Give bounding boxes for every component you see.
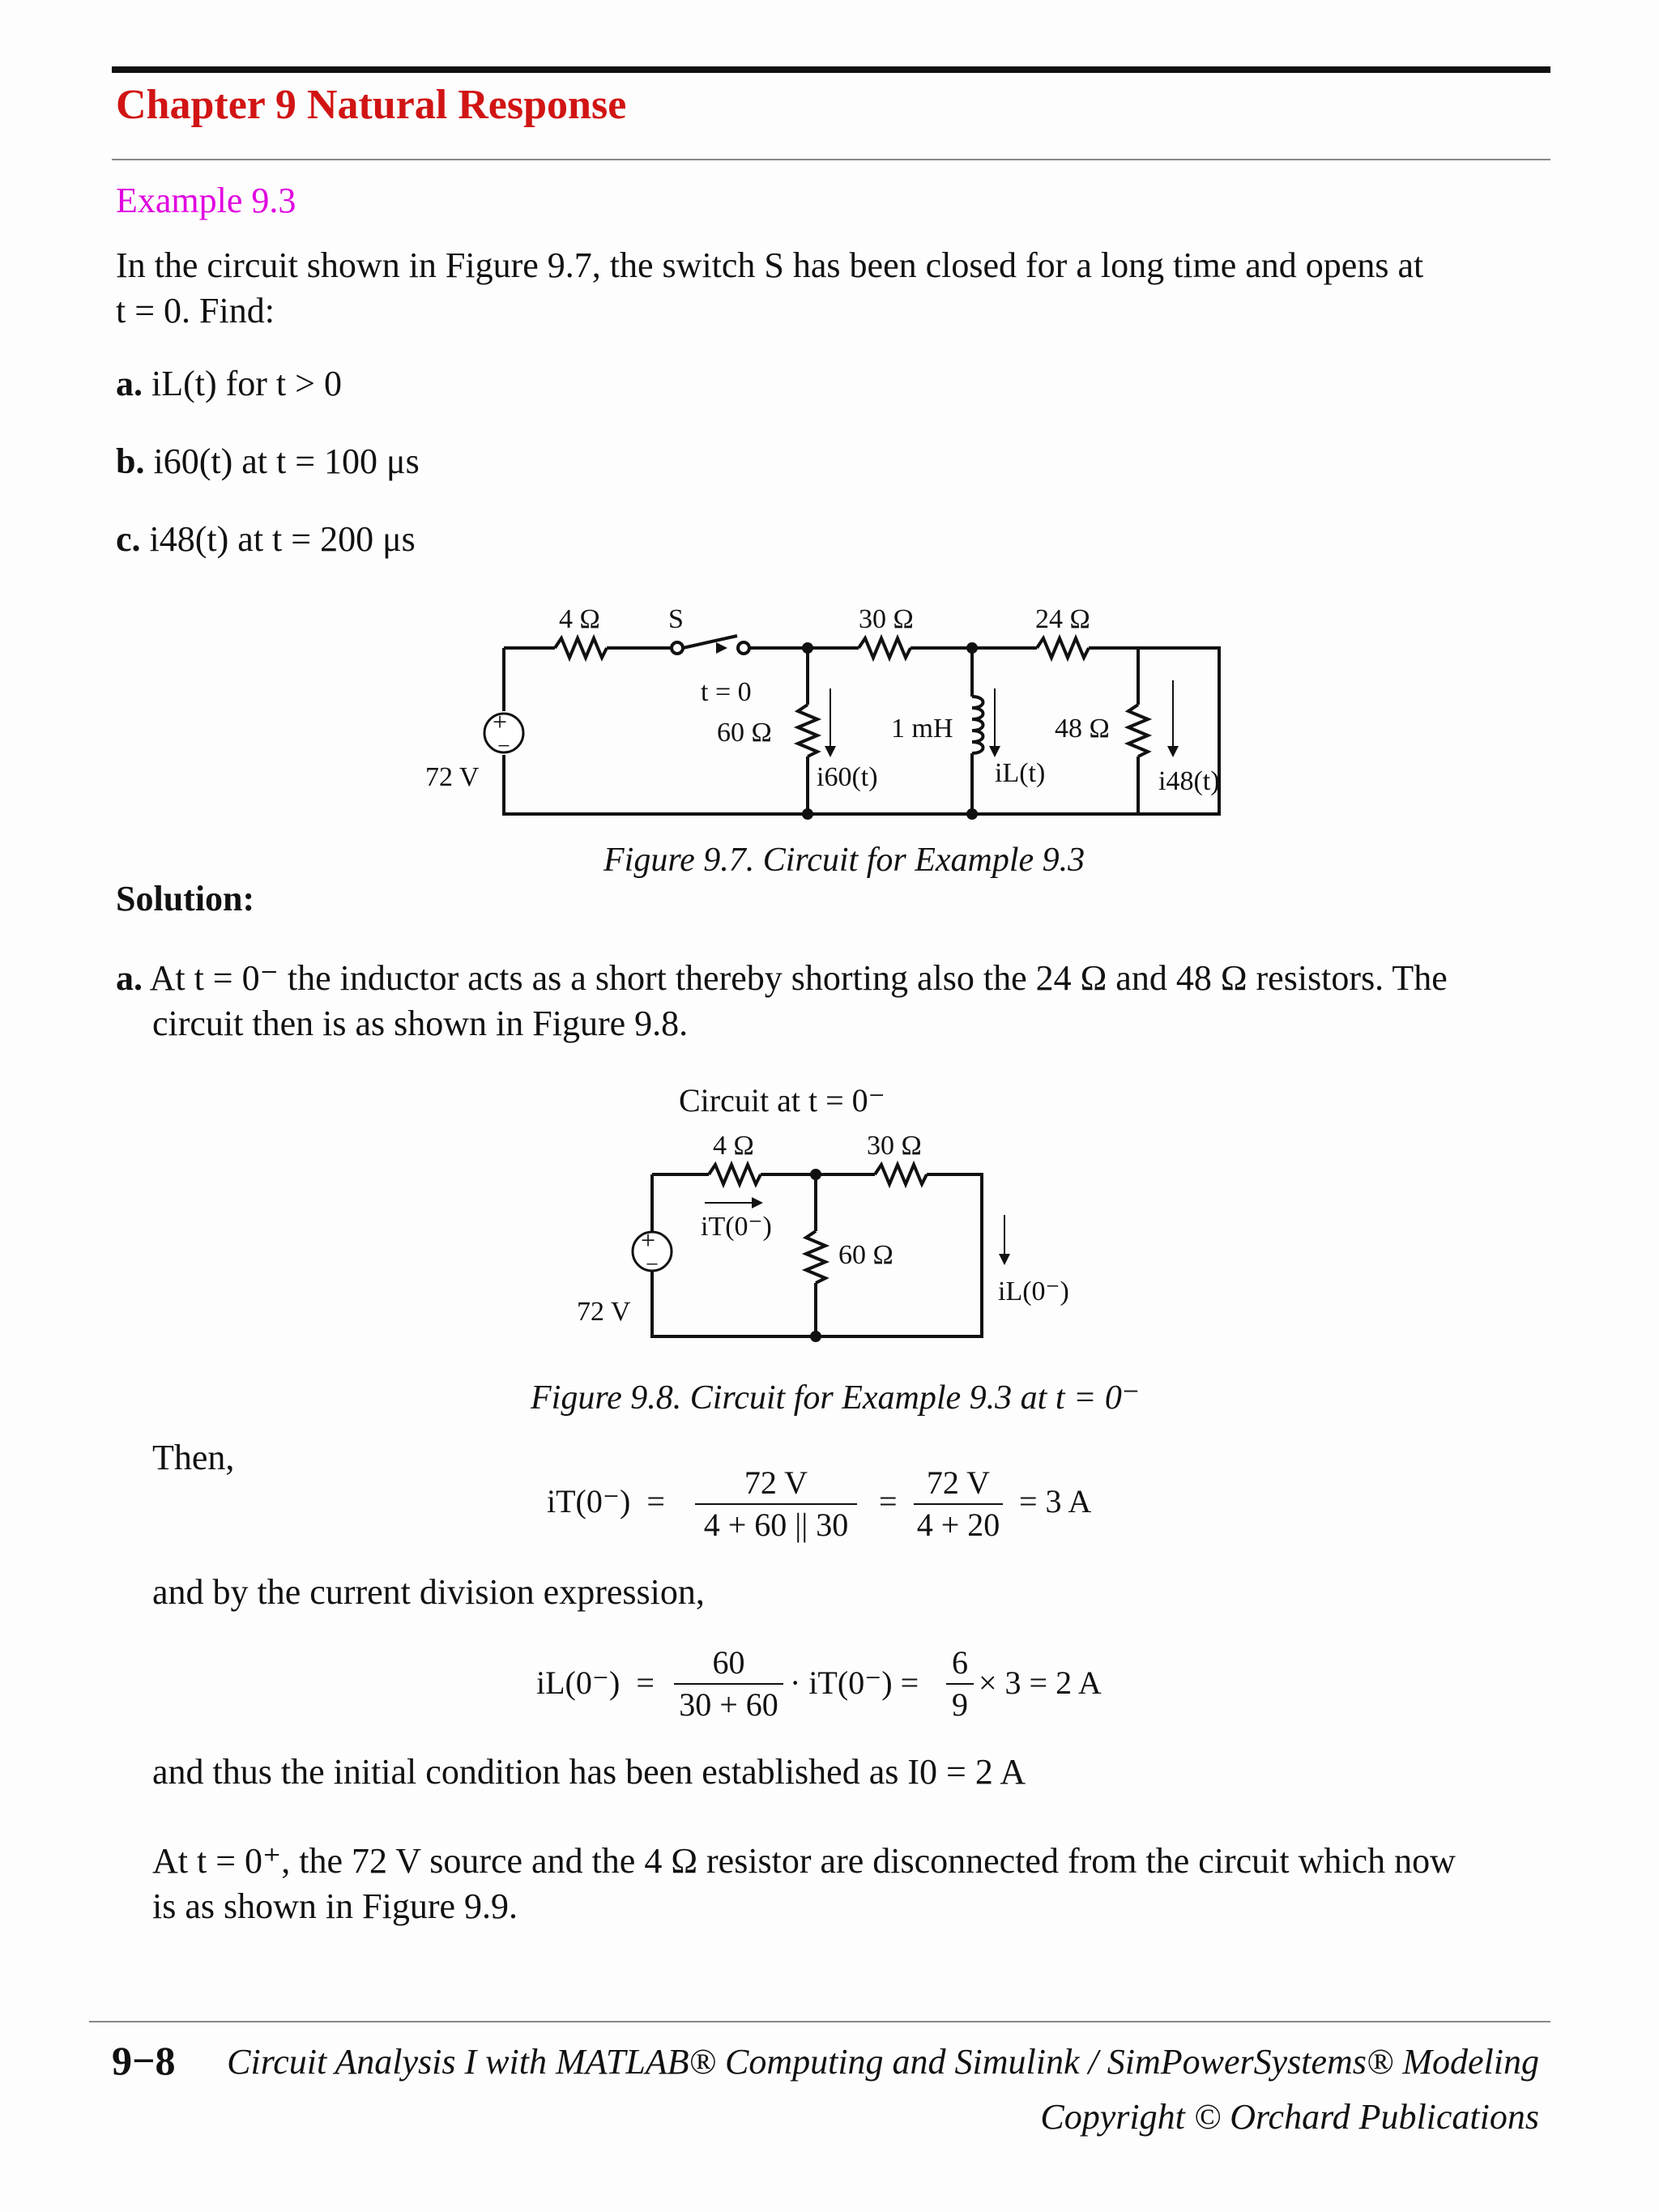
header-rule bbox=[112, 159, 1550, 160]
fig97-i60-label: i60(t) bbox=[817, 762, 878, 792]
intro-line-2: t = 0. Find: bbox=[116, 291, 275, 330]
eq1-lhs bbox=[547, 1482, 665, 1520]
fig97-switch-time: t = 0 bbox=[701, 677, 752, 707]
solution-heading: Solution: bbox=[116, 879, 255, 918]
fig98-iT-label: iT(0⁻) bbox=[701, 1212, 772, 1242]
item-b bbox=[116, 439, 420, 484]
eq1-fraction-1 bbox=[695, 1464, 857, 1544]
eq1-bar-2 bbox=[914, 1503, 1003, 1505]
eq2-fraction-2 bbox=[946, 1644, 974, 1724]
top-rule bbox=[112, 66, 1550, 73]
figure-9-8-title: Circuit at t = 0⁻ bbox=[679, 1082, 885, 1119]
eq2-result: × 3 = 2 A bbox=[979, 1664, 1102, 1701]
item-b-text: i60(t) at t = 100 μs bbox=[153, 441, 420, 481]
eq2-lhs bbox=[536, 1664, 655, 1702]
solution-a-text: At t = 0⁻ the inductor acts as a short thereby shorting also the 24 Ω and 48 Ω resistors. The bbox=[149, 958, 1448, 998]
fig98-r30-label: 30 Ω bbox=[867, 1131, 922, 1161]
eq1-equals: = bbox=[646, 1483, 665, 1519]
fig97-r30-label: 30 Ω bbox=[859, 604, 914, 634]
item-c bbox=[116, 517, 416, 562]
fig98-r4-label: 4 Ω bbox=[713, 1131, 754, 1161]
current-division-text: and by the current division expression, bbox=[152, 1572, 705, 1612]
fig97-i48-label: i48(t) bbox=[1158, 766, 1220, 796]
fig98-r60-label: 60 Ω bbox=[838, 1240, 893, 1270]
fig97-r24-label: 24 Ω bbox=[1035, 604, 1090, 634]
svg-text:−: − bbox=[646, 1252, 659, 1277]
eq1-equals-2: = bbox=[879, 1483, 898, 1519]
figure-9-7-caption: Figure 9.7. Circuit for Example 9.3 bbox=[603, 842, 1085, 879]
intro-line-1: In the circuit shown in Figure 9.7, the switch S has been closed for a long time and opens at bbox=[116, 245, 1424, 285]
eq1-lhs-text: iT(0⁻) bbox=[547, 1483, 631, 1519]
then-text: Then, bbox=[152, 1438, 235, 1477]
eq1-den-1: 4 + 60 || 30 bbox=[703, 1507, 849, 1543]
eq2-num-1: 60 bbox=[712, 1644, 745, 1681]
example-title: Example 9.3 bbox=[116, 181, 296, 220]
fig97-r60-label: 60 Ω bbox=[717, 718, 772, 748]
eq1-num-1: 72 V bbox=[744, 1464, 808, 1501]
svg-text:+: + bbox=[641, 1225, 656, 1255]
svg-text:−: − bbox=[497, 734, 510, 759]
copyright: Copyright © Orchard Publications bbox=[1040, 2097, 1539, 2137]
solution-a-line-1 bbox=[116, 956, 1448, 1001]
fig97-r4-label: 4 Ω bbox=[559, 604, 600, 634]
solution-a-line-2: circuit then is as shown in Figure 9.8. bbox=[152, 1004, 689, 1043]
figure-9-7-circuit bbox=[405, 591, 1296, 850]
eq1-fraction-2 bbox=[914, 1464, 1003, 1544]
page-number: 9−8 bbox=[112, 2038, 176, 2083]
item-a bbox=[116, 361, 342, 407]
eq2-den-1: 30 + 60 bbox=[679, 1686, 778, 1723]
book-title: Circuit Analysis I with MATLAB® Computing and Simulink / SimPowerSystems® Modeling bbox=[227, 2042, 1539, 2082]
eq2-bar-1 bbox=[674, 1683, 783, 1685]
eq2-den-2: 9 bbox=[952, 1686, 968, 1723]
paragraph-line-2: is as shown in Figure 9.9. bbox=[152, 1886, 518, 1926]
svg-text:+: + bbox=[493, 707, 508, 736]
eq1-result: = 3 A bbox=[1019, 1483, 1092, 1519]
footer-rule bbox=[89, 2021, 1550, 2022]
item-a-label: a. bbox=[116, 364, 143, 403]
fig97-switch-label: S bbox=[668, 604, 684, 634]
eq2-middle: · iT(0⁻) = bbox=[790, 1664, 919, 1701]
initial-condition-text: and thus the initial condition has been established as I0 = 2 A bbox=[152, 1752, 1026, 1792]
item-a-text: iL(t) for t > 0 bbox=[151, 364, 342, 403]
eq1-bar-1 bbox=[695, 1503, 857, 1505]
item-c-label: c. bbox=[116, 519, 141, 559]
item-b-label: b. bbox=[116, 441, 145, 481]
chapter-title: Chapter 9 Natural Response bbox=[116, 82, 627, 128]
fig98-iL-label: iL(0⁻) bbox=[998, 1276, 1069, 1306]
eq2-lhs-text: iL(0⁻) bbox=[536, 1664, 621, 1701]
eq1-num-2: 72 V bbox=[926, 1464, 991, 1501]
figure-9-8-circuit bbox=[567, 1118, 1134, 1353]
fig97-source-label: 72 V bbox=[425, 762, 480, 792]
figure-9-8-caption: Figure 9.8. Circuit for Example 9.3 at t = 0⁻ bbox=[531, 1379, 1141, 1417]
fig98-source-label: 72 V bbox=[577, 1297, 631, 1327]
fig97-iL-label: iL(t) bbox=[995, 758, 1046, 788]
solution-a-label: a. bbox=[116, 958, 143, 998]
fig97-r48-label: 48 Ω bbox=[1055, 714, 1110, 744]
eq2-num-2: 6 bbox=[952, 1644, 968, 1681]
paragraph-line-1: At t = 0⁺, the 72 V source and the 4 Ω resistor are disconnected from the circuit which now bbox=[152, 1841, 1456, 1881]
item-c-text: i48(t) at t = 200 μs bbox=[149, 519, 416, 559]
eq2-equals: = bbox=[636, 1664, 655, 1701]
eq2-fraction-1 bbox=[674, 1644, 783, 1724]
eq2-bar-2 bbox=[946, 1683, 974, 1685]
fig97-inductor-label: 1 mH bbox=[891, 714, 953, 744]
eq1-den-2: 4 + 20 bbox=[916, 1507, 1000, 1543]
